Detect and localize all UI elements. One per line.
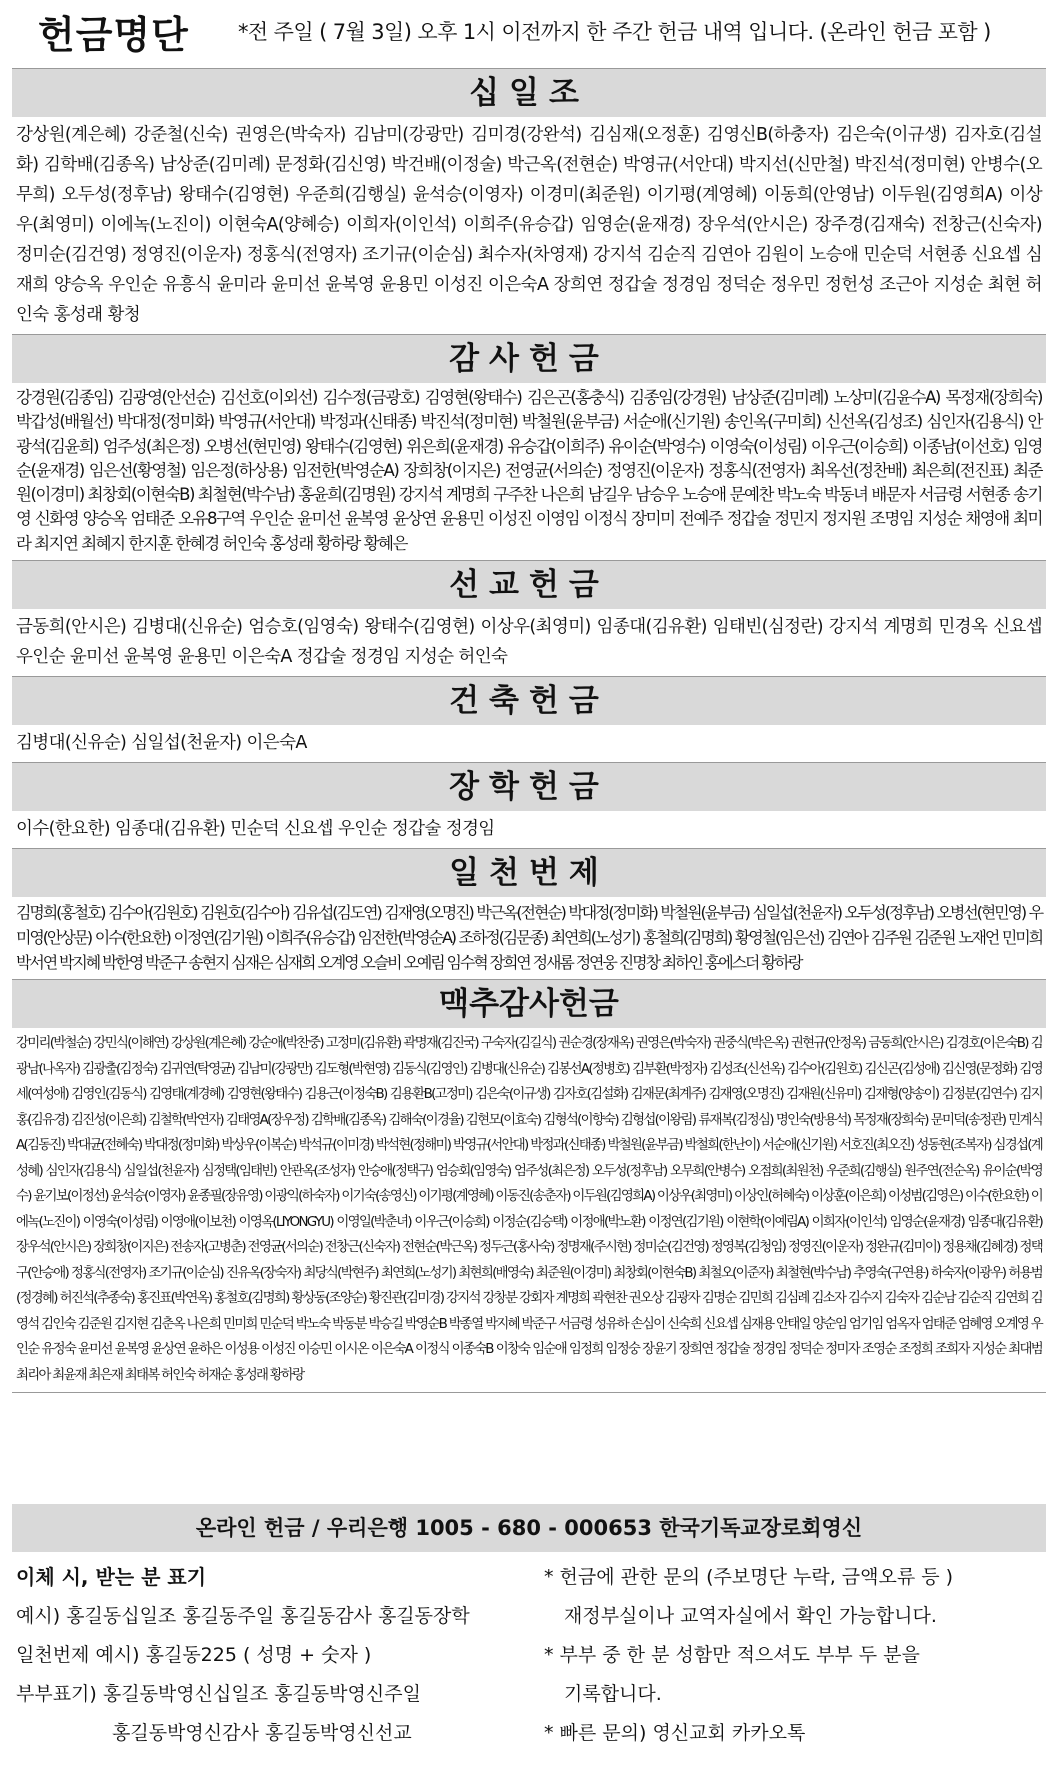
section-names-tithe: 강상원(계은혜) 강준철(신숙) 권영은(박숙자) 김남미(강광만) 김미경(강완석) 김심재(오정훈) 김영신B(하충자) 김은숙(이규생) 김자호(김설화) 김학배(김종옥) 남상준(김미례) 문정화(김신영) 박건배(이정술) 박근옥(전현순) 박영규(서안대) 박지선(신만철) 박진석(정미현) 안병수(오무희) 오두성(정후남) 왕태수(김영현) 우준희(김행실) 윤석승(이영자) 이경미(최준원) 이기평(계영혜) 이동희(안영남) 이두원(김영희A) 이상우(최영미) 이에녹(노진이) 이현숙A(양혜승) 이희자(이인석) 이희주(유승갑) 임영순(윤재경) 장우석(안시은) 장주경(김재숙) 전창근(신숙자) 정미순(김건영) 정영진(이운자) 정홍식(전영자) 조기규(이순심) 최수자(차영재) 강지석 김순직 김연아 김원이 노승애 민순덕 서현종 신요셉 심재희 양승옥 우인순 유흥식 윤미라 윤미선 윤복영 윤용민 이성진 이은숙A 장희연 정갑술 정경임 정덕순 정우민 정헌성 조근아 지성순 최현 허인숙 홍성래 황청 — [16, 125, 1042, 325]
online-offering-box — [12, 1504, 1046, 1776]
note-line: * 빠른 문의) 영신교회 카카오톡 — [544, 1722, 806, 1744]
section-title-mission: 선교헌금 — [12, 561, 1046, 609]
section-title-building: 건축헌금 — [12, 677, 1046, 725]
page-title: 헌금명단 — [38, 13, 189, 57]
guide-line: 일천번제 예시) 홍길동225 ( 성명 + 숫자 ) — [16, 1644, 372, 1666]
section-names-thousand-offerings: 김명희(홍철호) 김수아(김원호) 김원호(김수아) 김유섭(김도연) 김재영(오명진) 박근옥(전현순) 박대정(정미화) 박철원(윤부금) 심일섭(천윤자) 오두성(정후남) 오병선(현민영) 우미영(안상문) 이수(한요한) 이정연(김기원) 이희주(유승갑) 임전한(박영순A) 조하정(김문종) 최연희(노성기) 홍철희(김명희) 황영철(임은선) 김연아 김주원 김준원 노재언 민미희 박서연 박지혜 박한영 박준구 송현지 심재은 심재희 오계영 오슬비 오예림 임수혁 장희연 정새롬 정연웅 진명창 최하인 홍에스더 황하랑 — [16, 903, 1042, 973]
note-line: 기록합니다. — [564, 1683, 662, 1705]
guide-line: 부부표기) 홍길동박영신십일조 홍길동박영신주일 — [16, 1683, 421, 1705]
section-names-thanksgiving: 강경원(김종임) 김광영(안선순) 김선호(이외선) 김수정(금광호) 김영현(왕태수) 김은곤(홍충식) 김종임(강경원) 남상준(김미례) 노상미(김윤수A) 목정재(장희숙) 박갑성(배월선) 박대정(정미화) 박영규(서안대) 박정과(신태종) 박진석(정미현) 박철원(윤부금) 서순애(신기원) 송인옥(구미희) 신선옥(김성조) 심인자(김용식) 안광석(김윤희) 엄주성(최은정) 오병선(현민영) 왕태수(김영현) 위은희(윤재경) 유승갑(이희주) 유이순(박영수) 이영숙(이성림) 이우근(이승희) 이종남(이선호) 임영순(윤재경) 임은선(황영철) 임은정(하상용) 임전한(박영순A) 장희창(이지은) 전영균(서의순) 정영진(이운자) 정홍식(전영자) 최옥선(정찬배) 최은희(전진표) 최준원(이경미) 최창회(이현숙B) 최철현(박수남) 홍윤희(김명원) 강지석 계명희 구주찬 나은희 남길우 남승우 노승애 문예찬 박노숙 박동녀 배문자 서금령 서현종 송기영 신화영 양승옥 엄태준 오유8구역 우인순 윤미선 윤복영 윤상연 윤용민 이성진 이영임 이정식 장미미 전예주 정갑술 정민지 정지원 조명임 지성순 채영애 최미라 최지연 최혜지 한지훈 한혜경 허인숙 홍성래 황하랑 황혜은 — [16, 388, 1042, 553]
section-title-tithe: 십일조 — [12, 69, 1046, 117]
section-scholarship — [12, 763, 1046, 849]
section-names-mission: 금동희(안시은) 김병대(신유순) 엄승호(임영숙) 왕태수(김영현) 이상우(최영미) 임종대(김유환) 임태빈(심정란) 강지석 계명희 민경옥 신요셉 우인순 윤미선 윤복영 윤용민 이은숙A 정갑술 정경임 지성순 허인숙 — [16, 617, 1042, 668]
page-header — [0, 0, 1058, 64]
section-title-thousand-offerings: 일천번제 — [12, 849, 1046, 897]
section-mission — [12, 561, 1046, 677]
section-names-building: 김병대(신유순) 심일섭(천윤자) 이은숙A — [16, 733, 307, 754]
note-line: * 헌금에 관한 문의 (주보명단 누락, 금액오류 등 ) — [544, 1566, 954, 1588]
section-names-scholarship: 이수(한요한) 임종대(김유환) 민순덕 신요셉 우인순 정갑술 정경임 — [16, 819, 495, 840]
inquiry-notes — [544, 1558, 1044, 1753]
section-title-thanksgiving: 감사헌금 — [12, 335, 1046, 383]
transfer-guide — [16, 1558, 536, 1753]
note-line: 재정부실이나 교역자실에서 확인 가능합니다. — [564, 1605, 937, 1627]
section-thousand-offerings — [12, 849, 1046, 980]
section-tithe — [12, 69, 1046, 335]
online-offering-account: 온라인 헌금 / 우리은행 1005 - 680 - 000653 한국기독교장로회영신 — [12, 1504, 1046, 1552]
header-note: *전 주일 ( 7월 3일) 오후 1시 이전까지 한 주간 헌금 내역 입니다. (온라인 헌금 포함 ) — [238, 20, 991, 44]
section-thanksgiving — [12, 335, 1046, 561]
section-names-harvest-thanksgiving: 강미리(박철순) 강민식(이해연) 강상원(계은혜) 강순애(박찬중) 고정미(김유환) 곽명재(김진국) 구숙자(김길식) 권순경(장재옥) 권영은(박숙자) 권중식(박은옥) 권현규(안정옥) 금동희(안시은) 김경호(이은숙B) 김광남(나옥자) 김광출(김정숙) 김귀연(탁영균) 김남미(강광만) 김도형(박현영) 김동식(김영인) 김병대(신유순) 김봉선A(정병호) 김부환(박정자) 김성조(신선옥) 김수아(김원호) 김신곤(김성애) 김신영(문정화) 김영세(여성애) 김영인(김동식) 김영태(계경혜) 김영현(왕태수) 김용근(이정숙B) 김용환B(고정미) 김은숙(이규생) 김자호(김설화) 김재문(최계주) 김재영(오명진) 김재원(신유미) 김재형(양송이) 김정분(김연수) 김지홍(김유경) 김진성(이은희) 김철학(박연자) 김태영A(장우정) 김학배(김종옥) 김해숙(이경율) 김현모(이효숙) 김형석(이향숙) 김형섭(이왕림) 류재복(김정심) 명인숙(방용석) 목정재(장희숙) 문미덕(송정관) 민계식A(김동진) 박대균(전혜숙) 박대정(정미화) 박상우(이복순) 박석규(이미경) 박석현(정해미) 박영규(서안대) 박정과(신태종) 박철원(윤부금) 박철희(한난이) 서순애(신기원) 서호진(최오진) 성동현(조복자) 심경섭(계성혜) 심인자(김용식) 심일섭(천윤자) 심정택(임태빈) 안관옥(조성자) 안승애(정택구) 엄승회(임영숙) 엄주성(최은정) 오두성(정후남) 오무희(안병수) 오점희(최원천) 우준희(김행실) 원주연(전순옥) 유이순(박영수) 윤기보(이정선) 윤석승(이영자) 윤종필(장유영) 이광익(하숙자) 이기숙(송영신) 이기평(계영혜) 이동진(송춘자) 이두원(김영희A) 이상우(최영미) 이상인(허혜숙) 이상훈(이은희) 이성범(김영은) 이수(한요한) 이에녹(노진이) 이영숙(이성림) 이영애(이보천) 이영옥(LIYONGYU) 이영일(박춘녀) 이우근(이승희) 이정순(김승택) 이정애(박노환) 이정연(김기원) 이현학(이예림A) 이희자(이인석) 임영순(윤재경) 임종대(김유환) 장우석(안시은) 장희창(이지은) 전송자(고병춘) 전영균(서의순) 전창근(신숙자) 전현순(박근옥) 정두근(홍사숙) 정명재(주시현) 정미순(김건영) 정영복(김청임) 정영진(이운자) 정완규(김미이) 정용채(김혜경) 정택구(안승애) 정홍식(전영자) 조기규(이순심) 진유옥(장숙자) 최당식(박현주) 최연희(노성기) 최현희(배영숙) 최준원(이경미) 최창회(이현숙B) 최철오(이준자) 최철현(박수남) 추영숙(구연용) 하숙자(이광우) 허용범(정경혜) 허진석(추종숙) 홍진표(박연옥) 홍철호(김명희) 황상동(조양순) 황진관(김미경) 강지석 강창분 강회자 계명희 곽현찬 권오상 김광자 김명순 김민희 김심례 김소자 김수지 김숙자 김순남 김순직 김연희 김영석 김인숙 김준원 김지현 김춘옥 나은희 민미희 민순덕 박노숙 박동분 박승길 박영순B 박종열 박지혜 박준구 서금령 성유하 손심이 신숙희 신요셉 심재용 안태일 양순임 엄기임 엄옥자 엄태준 엄혜영 오계영 우인순 유정숙 윤미선 윤복영 윤상연 윤하은 이성용 이성진 이승민 이시온 이은숙A 이정식 이종숙B 이창숙 임순애 임정희 임정숭 장윤기 장희연 정갑술 정경임 정덕순 정미자 조영순 조정희 조희자 지성순 최대범 최리아 최윤재 최은재 최태복 허인숙 허재순 홍성래 황하랑 — [16, 1036, 1042, 1383]
section-title-scholarship: 장학헌금 — [12, 763, 1046, 811]
note-line: * 부부 중 한 분 성함만 적으셔도 부부 두 분을 — [544, 1644, 920, 1666]
section-title-harvest-thanksgiving: 맥추감사헌금 — [12, 980, 1046, 1028]
transfer-guide-title: 이체 시, 받는 분 표기 — [16, 1565, 207, 1589]
guide-line: 홍길동박영신감사 홍길동박영신선교 — [112, 1722, 412, 1744]
guide-line: 예시) 홍길동십일조 홍길동주일 홍길동감사 홍길동장학 — [16, 1605, 470, 1627]
section-harvest-thanksgiving — [12, 980, 1046, 1393]
section-building — [12, 677, 1046, 763]
offering-roster — [12, 68, 1046, 1393]
